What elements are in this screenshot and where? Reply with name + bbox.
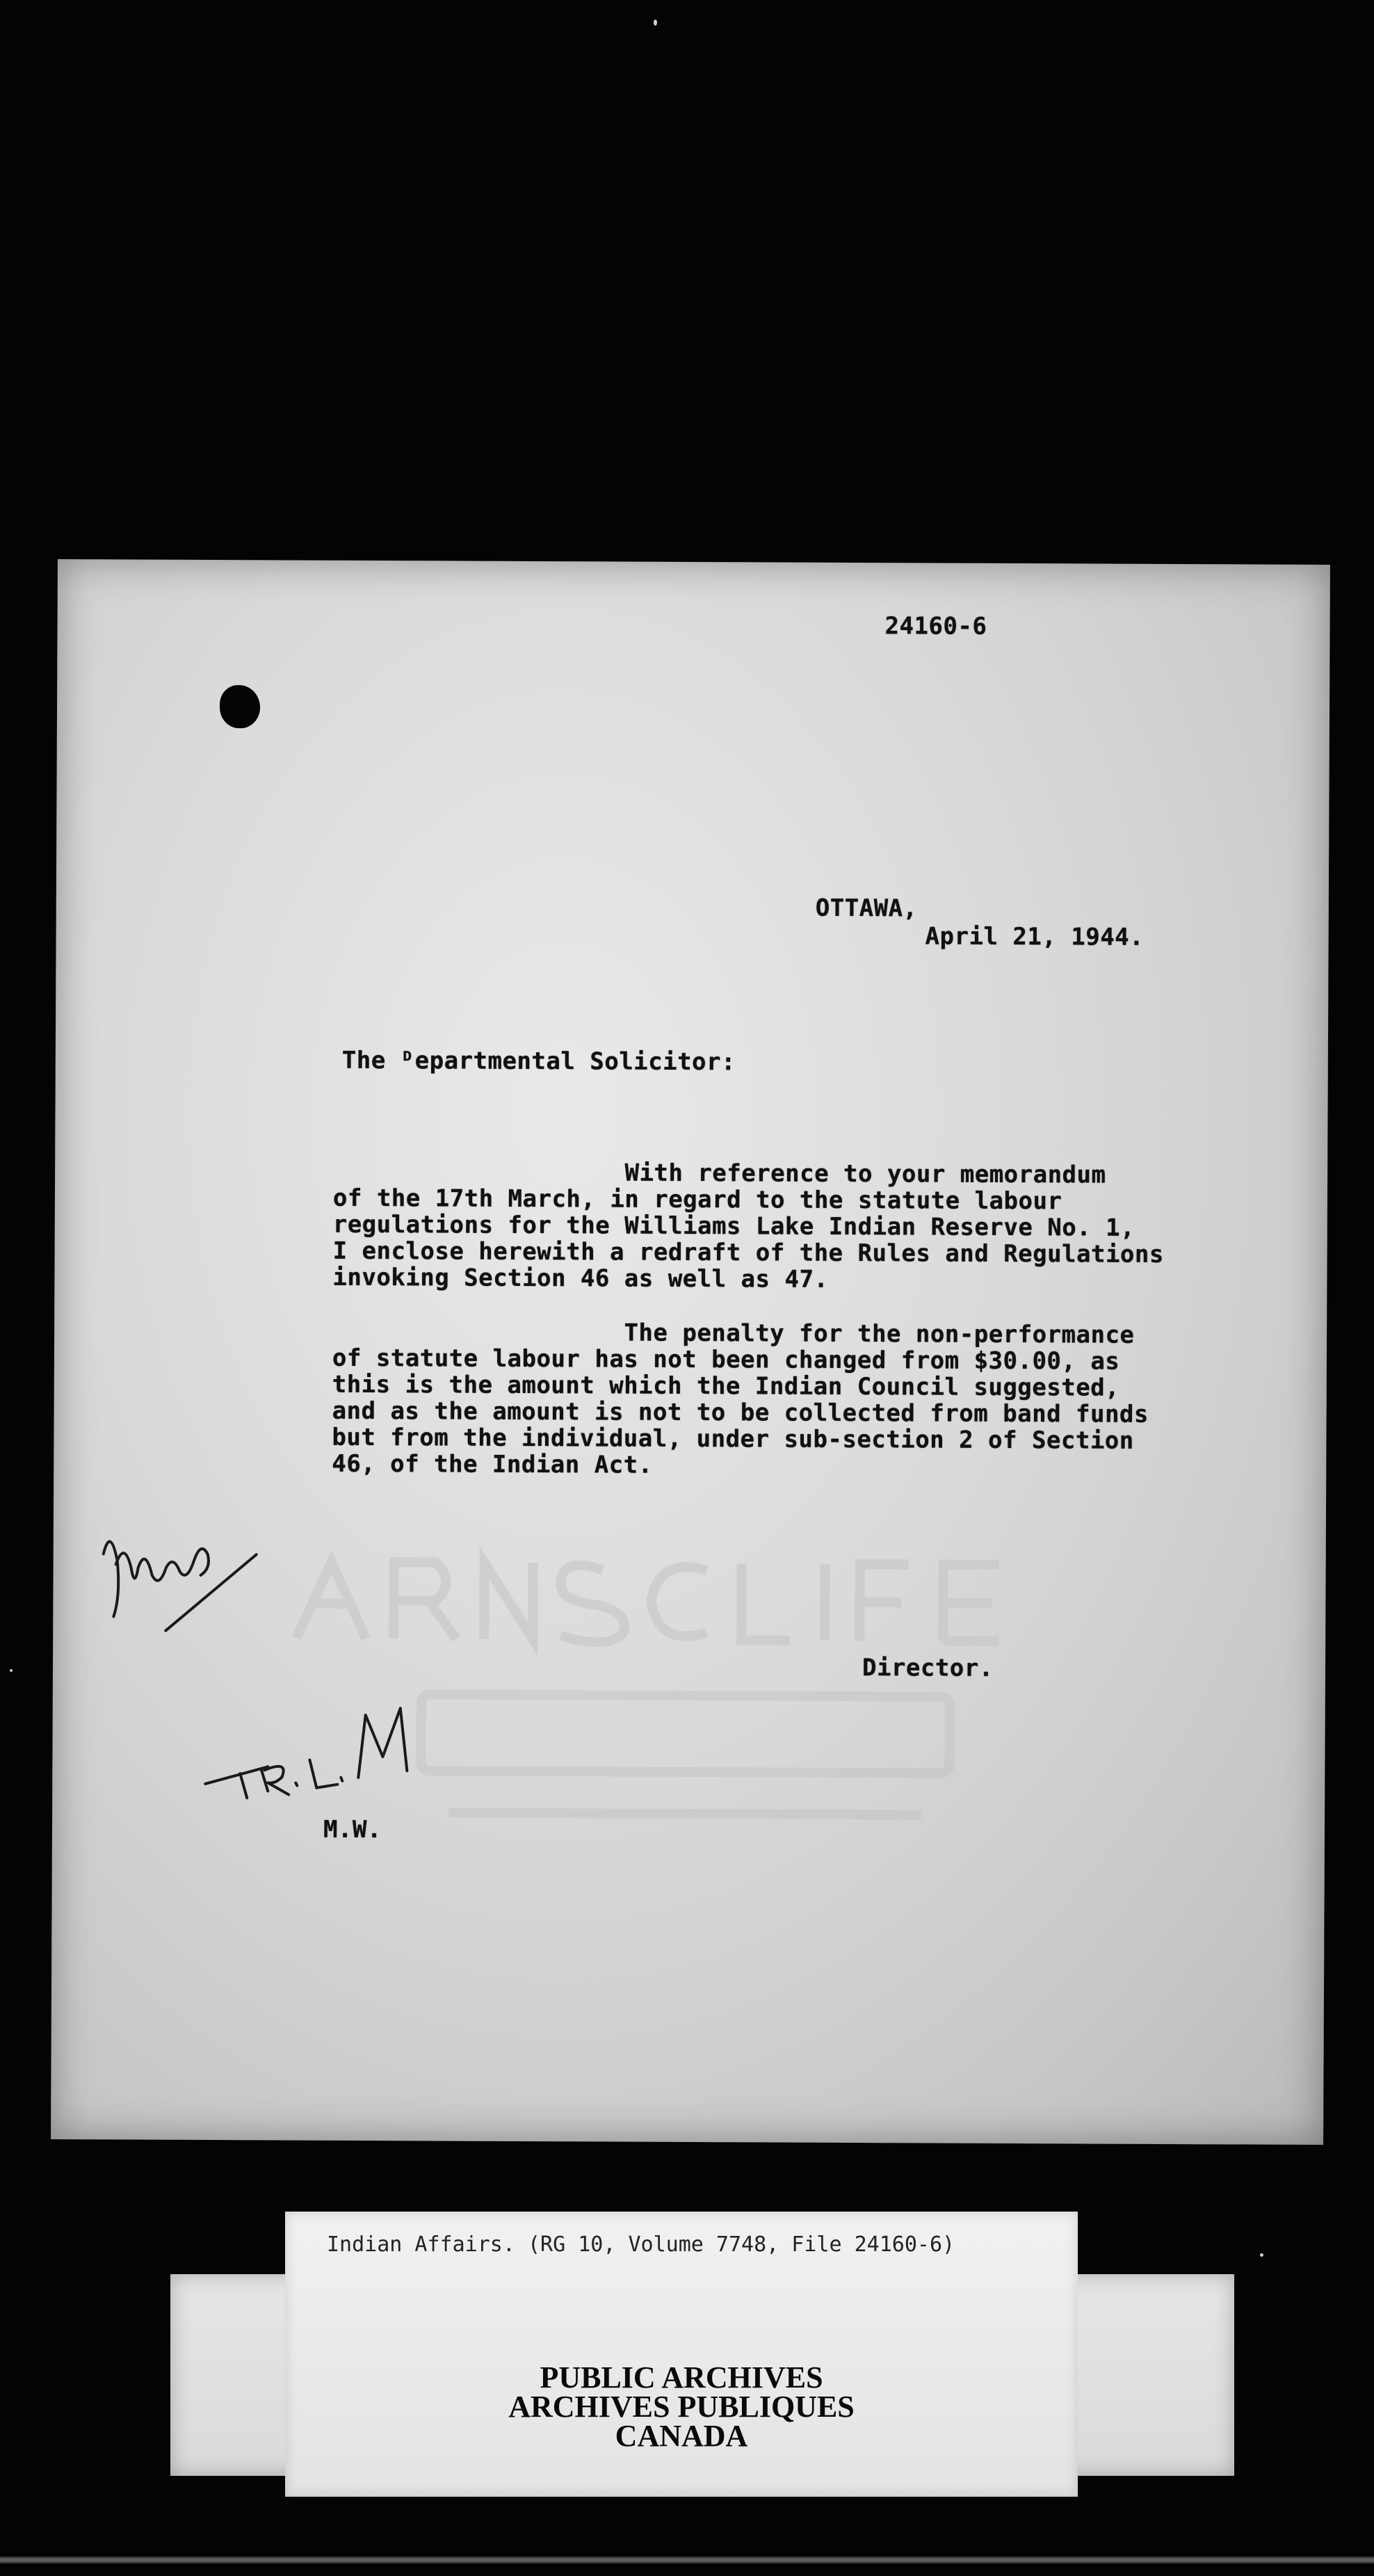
punch-hole: [220, 685, 260, 728]
typist-initials: M.W.: [323, 1815, 382, 1844]
archive-stamp-line: PUBLIC ARCHIVES: [540, 2360, 823, 2394]
body-paragraph: With reference to your memorandum of the 17th March, in regard to the statute labour regulations for the Williams Lake Indian Reserve No. 1, I enclose herewith a redraft of the Rules and Regulations invoking Section 46 as well as 47.: [332, 1157, 1164, 1294]
archive-stamp-line: ARCHIVES PUBLIQUES: [508, 2390, 855, 2424]
handwritten-initials-trlm: [198, 1680, 463, 1820]
letter-page: [51, 559, 1330, 2145]
label-front-card: [285, 2212, 1078, 2497]
letter-place: OTTAWA,: [815, 894, 918, 923]
archive-reference: Indian Affairs. (RG 10, Volume 7748, File 24160-6): [327, 2232, 955, 2257]
archive-stamp: [285, 2360, 1078, 2453]
handwritten-initials-mw: [82, 1512, 291, 1638]
film-speck: [1260, 2253, 1263, 2257]
file-number: 24160-6: [884, 612, 987, 641]
archive-reference-label: [285, 2212, 1078, 2497]
film-edge: [0, 2557, 1374, 2563]
signature-title: Director.: [862, 1654, 994, 1682]
film-speck: [654, 19, 657, 26]
body-paragraph: The penalty for the non-performance of statute labour has not been changed from $30.00, as this is the amount which the Indian Council suggested, and as the amount is not to be collected from band funds but from the individual, under sub-section 2 of Section 46, of the Indian Act.: [332, 1317, 1149, 1479]
film-speck: [10, 1669, 13, 1672]
salutation: The ᴰepartmental Solicitor:: [341, 1046, 736, 1077]
paper-watermark: [282, 1533, 1090, 1857]
archive-stamp-line: CANADA: [615, 2419, 748, 2453]
letter-date: April 21, 1944.: [925, 922, 1145, 951]
